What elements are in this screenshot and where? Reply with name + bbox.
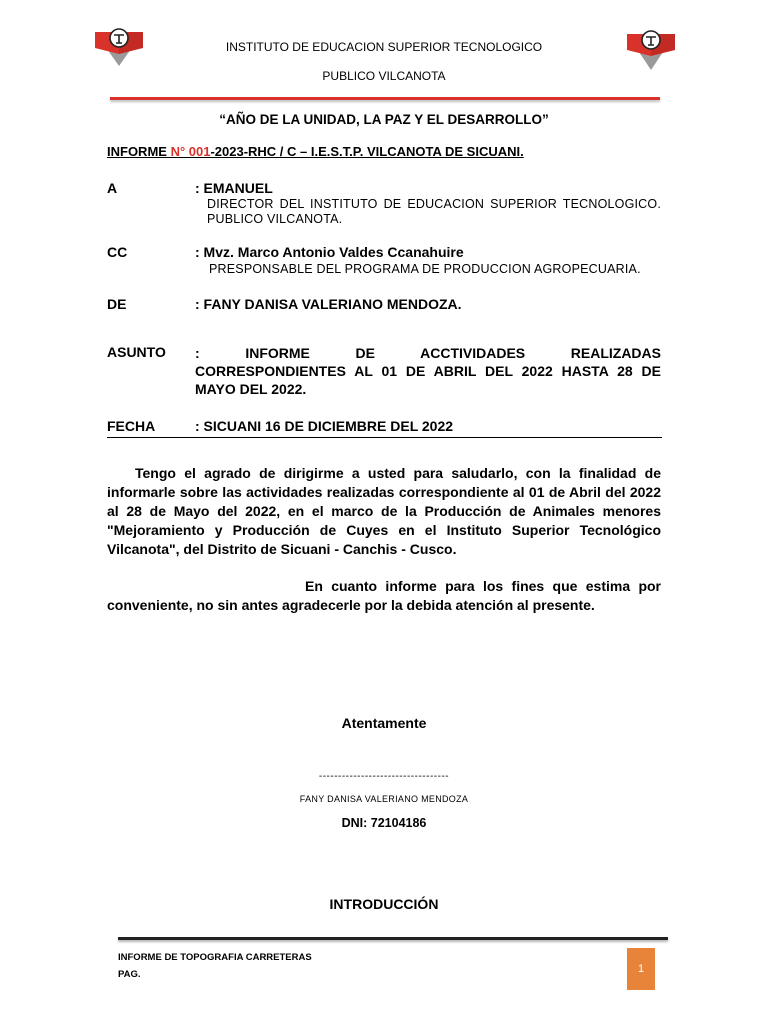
from-label: DE <box>107 296 127 312</box>
page-number: 1 <box>637 963 645 975</box>
to-subtitle-2: PUBLICO VILCANOTA. <box>207 212 343 226</box>
cc-subtitle: PRESPONSABLE DEL PROGRAMA DE PRODUCCION AGROPECUARIA. <box>209 262 641 276</box>
to-value: : EMANUEL <box>195 180 273 196</box>
signer-name: FANY DANISA VALERIANO MENDOZA <box>299 794 469 804</box>
from-value: : FANY DANISA VALERIANO MENDOZA. <box>195 296 462 312</box>
page-number-badge <box>627 948 655 990</box>
date-value: : SICUANI 16 DE DICIEMBRE DEL 2022 <box>195 418 454 434</box>
informe-prefix: INFORME <box>107 144 171 159</box>
footer-title: INFORME DE TOPOGRAFIA CARRETERAS <box>118 952 312 963</box>
to-subtitle-1: DIRECTOR DEL INSTITUTO DE EDUCACION SUPERIOR TECNOLOGICO. <box>207 197 661 211</box>
body-paragraph-2-line-2: conveniente, no sin antes agradecerle por la debida atención al presente. <box>107 597 595 613</box>
subject-line-1: : INFORME DE ACCTIVIDADES REALIZADAS <box>195 345 661 361</box>
date-label: FECHA <box>107 418 156 434</box>
to-label: A <box>107 180 118 196</box>
informe-code: N° 001 <box>170 144 211 159</box>
section-title: INTRODUCCIÓN <box>329 896 439 912</box>
footer-page-label: PAG. <box>118 969 141 980</box>
institution-line2: PUBLICO VILCANOTA <box>322 69 446 83</box>
subject-line-2: CORRESPONDIENTES AL 01 DE ABRIL DEL 2022 HASTA 28 DE <box>195 363 661 379</box>
cc-value: : Mvz. Marco Antonio Valdes Ccanahuire <box>195 244 464 260</box>
subject-value <box>195 344 661 398</box>
footer-divider <box>118 937 668 940</box>
institution-line1: INSTITUTO DE EDUCACION SUPERIOR TECNOLOGICO <box>225 40 543 54</box>
year-motto: “AÑO DE LA UNIDAD, LA PAZ Y EL DESARROLLO” <box>219 112 549 127</box>
fields-divider <box>107 437 662 438</box>
informe-suffix: -2023-RHC / C – I.E.S.T.P. VILCANOTA DE SICUANI. <box>210 144 524 159</box>
subject-label: ASUNTO <box>107 344 166 360</box>
cc-label: CC <box>107 244 128 260</box>
body-paragraph-2 <box>107 577 661 615</box>
body-paragraph-1: Tengo el agrado de dirigirme a usted para saludarlo, con la finalidad de informarle sobre las actividades realizadas correspondiente al 01 de Abril del 2022 al 28 de Mayo del 2022, en el marco de la Producción de Animales menores "Mejoramiento y Producción de Cuyes en el Instituto Superior Tecnológico Vilcanota", del Distrito de Sicuani - Canchis - Cusco. <box>107 465 661 557</box>
informe-number <box>107 144 524 159</box>
signer-dni: DNI: 72104186 <box>341 816 427 830</box>
header-divider <box>110 97 660 100</box>
signature-line: ---------------------------------- <box>318 771 450 782</box>
closing: Atentamente <box>341 715 427 731</box>
subject-line-3: MAYO DEL 2022. <box>195 381 307 397</box>
body-paragraph-2-line-1: En cuanto informe para los fines que estima por <box>305 578 661 594</box>
